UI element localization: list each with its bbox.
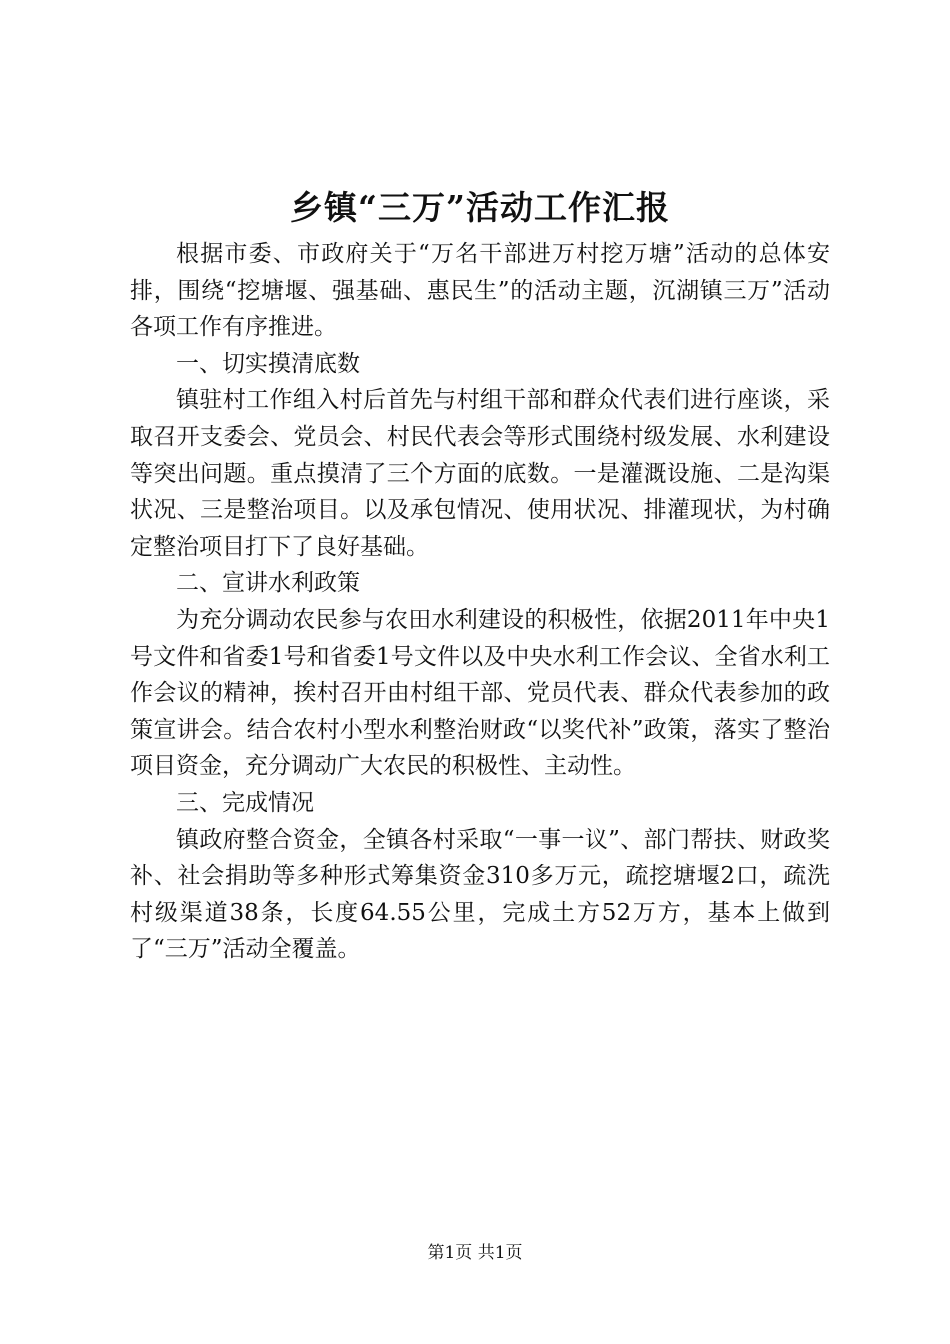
section-body-1: 镇驻村工作组入村后首先与村组干部和群众代表们进行座谈，采取召开支委会、党员会、村民代表会等形式围绕村级发展、水利建设等突出问题。重点摸清了三个方面的底数。一是灌溉设施、二是沟渠状况、三是整治项目。以及承包情况、使用状况、排灌现状，为村确定整治项目打下了良好基础。 — [130, 387, 830, 560]
page-footer: 第1页 共1页 — [427, 1243, 523, 1263]
section-heading-2: 二、宣讲水利政策 — [176, 570, 360, 597]
document-title: 乡镇“三万”活动工作汇报 — [290, 188, 670, 227]
section-body-2: 为充分调动农民参与农田水利建设的积极性，依据2011年中央1号文件和省委1号和省委1号文件以及中央水利工作会议、全省水利工作会议的精神，挨村召开由村组干部、党员代表、群众代表参加的政策宣讲会。结合农村小型水利整治财政“以奖代补”政策，落实了整治项目资金，充分调动广大农民的积极性、主动性。 — [130, 606, 830, 780]
section-heading-3: 三、完成情况 — [176, 789, 314, 816]
section-body-3: 镇政府整合资金，全镇各村采取“一事一议”、部门帮扶、财政奖补、社会捐助等多种形式筹集资金310多万元，疏挖塘堰2口，疏洗村级渠道38条，长度64.55公里，完成土方52万方，基本上做到了“三万”活动全覆盖。 — [130, 826, 830, 963]
document-body — [130, 236, 830, 968]
section-heading-1: 一、切实摸清底数 — [176, 350, 360, 377]
intro-paragraph: 根据市委、市政府关于“万名干部进万村挖万塘”活动的总体安排，围绕“挖塘堰、强基础、惠民生”的活动主题，沉湖镇三万”活动各项工作有序推进。 — [130, 241, 830, 341]
